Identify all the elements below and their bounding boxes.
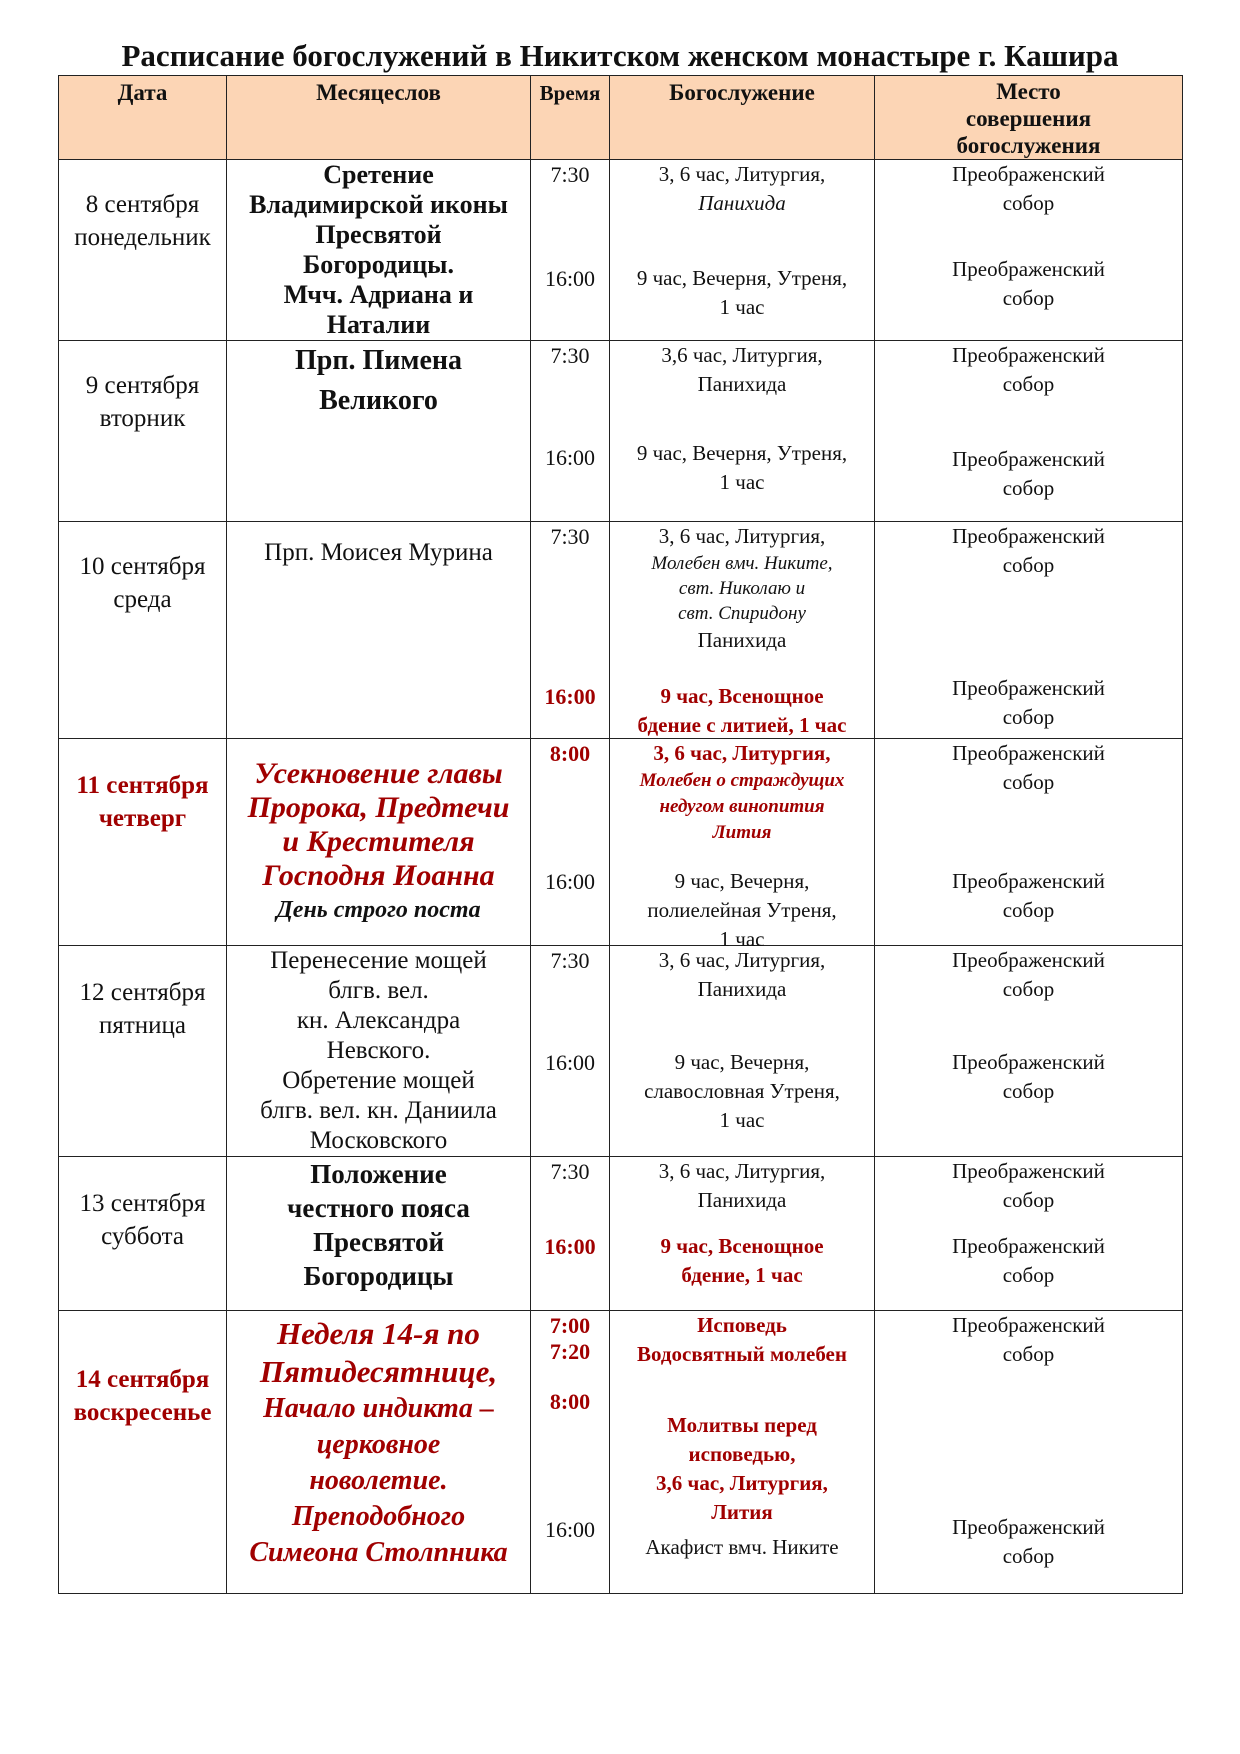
place-cell — [875, 946, 1183, 1157]
time-morning: 7:30 — [550, 343, 590, 368]
feast-line: Неделя 14-я по — [277, 1316, 480, 1351]
feast-line: церковное — [316, 1429, 441, 1460]
place-evening — [875, 1513, 1182, 1571]
time-cell — [531, 522, 610, 739]
service-line: Молебен вмч. Никите, — [651, 553, 833, 574]
service-line: бдение, 1 час — [681, 1263, 803, 1287]
feast-line: Пресвятой — [315, 220, 442, 249]
service-evening — [610, 1533, 874, 1562]
feast-line: Перенесение мощей — [270, 947, 487, 974]
feast-line: Мчч. Адриана и — [283, 280, 474, 309]
time-evening: 16:00 — [544, 1517, 596, 1542]
place-line: Преображенский — [952, 257, 1105, 281]
date-text: 12 сентября — [79, 979, 206, 1006]
service-line: свт. Спиридону — [678, 603, 806, 624]
service-line: Панихида — [697, 1188, 787, 1212]
table-row — [59, 341, 1183, 522]
place-morning — [875, 1157, 1182, 1215]
service-line: 3, 6 час, Литургия, — [653, 741, 831, 765]
time-morning: 7:30 — [550, 948, 590, 973]
header-place — [875, 76, 1183, 160]
page-title: Расписание богослужений в Никитском женском монастыре г. Кашира — [121, 38, 1119, 73]
table-row — [59, 522, 1183, 739]
feast-line: новолетие. — [309, 1465, 448, 1496]
header-date: Дата — [59, 76, 227, 160]
feast-line: Прп. Пимена — [294, 345, 463, 376]
time-cell — [531, 160, 610, 341]
feast-line: Пресвятой — [312, 1227, 445, 1257]
header-place-line3: богослужения — [956, 133, 1101, 158]
header-time: Время — [531, 76, 610, 160]
service-line: Водосвятный молебен — [637, 1342, 847, 1366]
feast-line: Наталии — [326, 310, 431, 339]
service-line: исповедью, — [688, 1442, 796, 1466]
service-cell — [610, 1311, 875, 1594]
service-morning — [610, 160, 874, 218]
service-evening — [610, 1232, 874, 1290]
place-morning — [875, 522, 1182, 580]
service-evening — [610, 264, 874, 322]
header-menology: Месяцеслов — [227, 76, 531, 160]
fasting-note: День строго поста — [276, 897, 481, 923]
place-line: Преображенский — [952, 1515, 1105, 1539]
place-line: собор — [1002, 1079, 1055, 1103]
time-evening: 16:00 — [544, 1050, 596, 1075]
header-place-line2: совершения — [965, 106, 1092, 131]
table-row — [59, 160, 1183, 341]
time-evening: 16:00 — [544, 445, 596, 470]
service-line: 1 час — [719, 295, 765, 319]
place-cell — [875, 160, 1183, 341]
place-evening — [875, 1232, 1182, 1290]
date-cell — [59, 522, 227, 739]
place-line: собор — [1002, 286, 1055, 310]
feast-line: Владимирской иконы — [249, 190, 508, 219]
time-water-blessing: 7:20 — [549, 1339, 591, 1364]
date-cell — [59, 946, 227, 1157]
service-morning — [610, 1311, 874, 1369]
place-line: собор — [1002, 1263, 1055, 1287]
service-line: Лития — [711, 1500, 773, 1524]
service-line: 3, 6 час, Литургия, — [658, 162, 826, 186]
service-line: Панихида — [697, 628, 787, 652]
feast-line: Преподобного — [291, 1501, 466, 1532]
service-cell — [610, 522, 875, 739]
service-line: Молитвы перед — [667, 1413, 817, 1437]
service-line: 1 час — [719, 1108, 765, 1132]
time-cell — [531, 946, 610, 1157]
service-line: Лития — [712, 822, 772, 843]
place-line: Преображенский — [952, 741, 1105, 765]
service-line: свт. Николаю и — [678, 578, 806, 599]
service-evening — [610, 867, 874, 954]
feast-cell — [227, 739, 531, 946]
service-morning — [610, 946, 874, 1004]
feast-cell — [227, 341, 531, 522]
time-morning: 7:30 — [550, 162, 590, 187]
place-evening — [875, 1048, 1182, 1106]
feast-line: Пророка, Предтечи — [247, 791, 510, 824]
service-line: Акафист вмч. Никите — [645, 1535, 839, 1559]
place-line: Преображенский — [952, 1159, 1105, 1183]
place-line: Преображенский — [952, 524, 1105, 548]
weekday-text: понедельник — [74, 224, 211, 251]
date-text: 10 сентября — [79, 553, 206, 580]
service-morning — [610, 341, 874, 399]
service-morning — [610, 739, 874, 846]
service-line: 3, 6 час, Литургия, — [658, 948, 826, 972]
place-morning — [875, 160, 1182, 218]
place-evening — [875, 674, 1182, 732]
date-cell — [59, 739, 227, 946]
place-line: собор — [1002, 1544, 1055, 1568]
service-line: Панихида — [697, 977, 787, 1001]
service-line: 9 час, Вечерня, — [674, 869, 810, 893]
place-line: собор — [1002, 977, 1055, 1001]
time-morning: 7:30 — [550, 524, 590, 549]
service-cell — [610, 739, 875, 951]
date-cell — [59, 1311, 227, 1594]
service-line: 3,6 час, Литургия, — [661, 343, 823, 367]
service-line: 9 час, Всенощное — [660, 684, 824, 708]
place-line: Преображенский — [952, 1234, 1105, 1258]
place-line: Преображенский — [952, 447, 1105, 471]
time-morning: 7:30 — [550, 1159, 590, 1184]
place-line: собор — [1002, 476, 1055, 500]
feast-line: Богородицы — [303, 1261, 454, 1291]
feast-line: Великого — [319, 385, 438, 416]
time-cell — [531, 739, 610, 946]
place-morning — [875, 739, 1182, 797]
service-line: 9 час, Вечерня, Утреня, — [636, 441, 848, 465]
place-line: собор — [1002, 553, 1055, 577]
service-cell — [610, 1157, 875, 1311]
header-place-line1: Место — [996, 79, 1061, 104]
feast-line: кн. Александра — [296, 1007, 461, 1034]
place-morning — [875, 1311, 1182, 1369]
header-row — [59, 76, 1183, 160]
feast-line: и Крестителя — [282, 825, 475, 858]
weekday-text: вторник — [99, 405, 186, 432]
service-line: Молебен о страждущих — [639, 770, 845, 791]
place-line: собор — [1002, 191, 1055, 215]
weekday-text: суббота — [101, 1223, 184, 1250]
date-cell — [59, 160, 227, 341]
feast-line: Сретение — [323, 160, 434, 189]
date-text: 13 сентября — [79, 1190, 206, 1217]
service-line: Панихида — [697, 372, 787, 396]
service-line: 9 час, Всенощное — [660, 1234, 824, 1258]
service-line: 1 час — [719, 470, 765, 494]
feast-line: Пятидесятнице, — [259, 1354, 498, 1389]
place-line: Преображенский — [952, 676, 1105, 700]
feast-line: Обретение мощей — [282, 1067, 475, 1094]
place-line: Преображенский — [952, 869, 1105, 893]
place-cell — [875, 1311, 1183, 1594]
service-cell — [610, 341, 875, 522]
place-line: Преображенский — [952, 948, 1105, 972]
feast-cell — [227, 522, 531, 739]
feast-line: честного пояса — [287, 1193, 470, 1223]
place-line: собор — [1002, 1188, 1055, 1212]
feast-line: Богородицы. — [303, 250, 454, 279]
time-evening: 16:00 — [544, 1234, 596, 1259]
time-cell — [531, 341, 610, 522]
service-line: 3,6 час, Литургия, — [656, 1471, 828, 1495]
service-line: 9 час, Вечерня, Утреня, — [636, 266, 848, 290]
service-evening — [610, 439, 874, 497]
weekday-text: пятница — [98, 1012, 187, 1039]
service-morning — [610, 1157, 874, 1215]
place-evening — [875, 445, 1182, 503]
date-text: 9 сентября — [85, 372, 200, 399]
place-line: собор — [1002, 705, 1055, 729]
service-line: 3, 6 час, Литургия, — [658, 1159, 826, 1183]
feast-line: Положение — [310, 1159, 447, 1189]
place-line: собор — [1002, 770, 1055, 794]
date-text: 14 сентября — [75, 1366, 210, 1393]
place-line: собор — [1002, 372, 1055, 396]
time-evening: 16:00 — [544, 684, 596, 709]
table-row — [59, 946, 1183, 1157]
table-row — [59, 1311, 1183, 1594]
place-line: собор — [1002, 1342, 1055, 1366]
service-morning — [610, 522, 874, 655]
time-evening: 16:00 — [544, 869, 596, 894]
time-liturgy: 8:00 — [549, 1389, 591, 1414]
table-row — [59, 739, 1183, 946]
feast-cell — [227, 1311, 531, 1594]
feast-line: блгв. вел. кн. Даниила — [260, 1097, 497, 1124]
service-evening — [610, 1048, 874, 1135]
place-morning — [875, 341, 1182, 399]
place-line: Преображенский — [952, 343, 1105, 367]
place-evening — [875, 255, 1182, 313]
service-line: 1 час — [719, 927, 765, 951]
service-line: славословная Утреня, — [644, 1079, 840, 1103]
feast-cell — [227, 1157, 531, 1311]
feast-line: Невского. — [326, 1037, 431, 1064]
service-line: бдение с литией, 1 час — [637, 713, 847, 737]
place-line: Преображенский — [952, 1313, 1105, 1337]
feast-cell — [227, 160, 531, 341]
place-cell — [875, 522, 1183, 739]
service-line: Исповедь — [697, 1313, 787, 1337]
schedule-table — [58, 75, 1183, 1594]
place-cell — [875, 739, 1183, 946]
time-cell — [531, 1157, 610, 1311]
place-morning — [875, 946, 1182, 1004]
service-line: недугом винопития — [659, 796, 825, 817]
feast-line: Прп. Моисея Мурина — [264, 539, 493, 566]
feast-line: Начало индикта – — [263, 1393, 494, 1424]
date-text: 8 сентября — [85, 191, 200, 218]
service-cell — [610, 160, 875, 341]
feast-line: Господня Иоанна — [262, 859, 495, 892]
service-line: 3, 6 час, Литургия, — [658, 524, 826, 548]
place-evening — [875, 867, 1182, 925]
place-line: Преображенский — [952, 162, 1105, 186]
feast-line: Усекновение главы — [254, 757, 503, 790]
place-line: Преображенский — [952, 1050, 1105, 1074]
weekday-text: среда — [113, 586, 172, 613]
place-cell — [875, 1157, 1183, 1311]
time-morning: 8:00 — [549, 741, 591, 766]
time-confession: 7:00 — [549, 1313, 591, 1338]
weekday-text: воскресенье — [73, 1399, 212, 1426]
table-row — [59, 1157, 1183, 1311]
service-line: Панихида — [698, 191, 786, 215]
feast-line: блгв. вел. — [328, 977, 429, 1004]
date-cell — [59, 1157, 227, 1311]
feast-line: Московского — [309, 1127, 448, 1154]
service-liturgy — [610, 1411, 874, 1527]
feast-line: Симеона Столпника — [249, 1537, 508, 1568]
service-cell — [610, 946, 875, 1157]
place-line: собор — [1002, 898, 1055, 922]
service-evening — [610, 682, 874, 740]
time-evening: 16:00 — [544, 266, 596, 291]
header-service: Богослужение — [610, 76, 875, 160]
date-cell — [59, 341, 227, 522]
place-cell — [875, 341, 1183, 522]
date-text: 11 сентября — [76, 772, 209, 799]
service-line: 9 час, Вечерня, — [674, 1050, 810, 1074]
service-line: полиелейная Утреня, — [647, 898, 837, 922]
feast-cell — [227, 946, 531, 1157]
weekday-text: четверг — [98, 805, 187, 832]
time-cell — [531, 1311, 610, 1594]
